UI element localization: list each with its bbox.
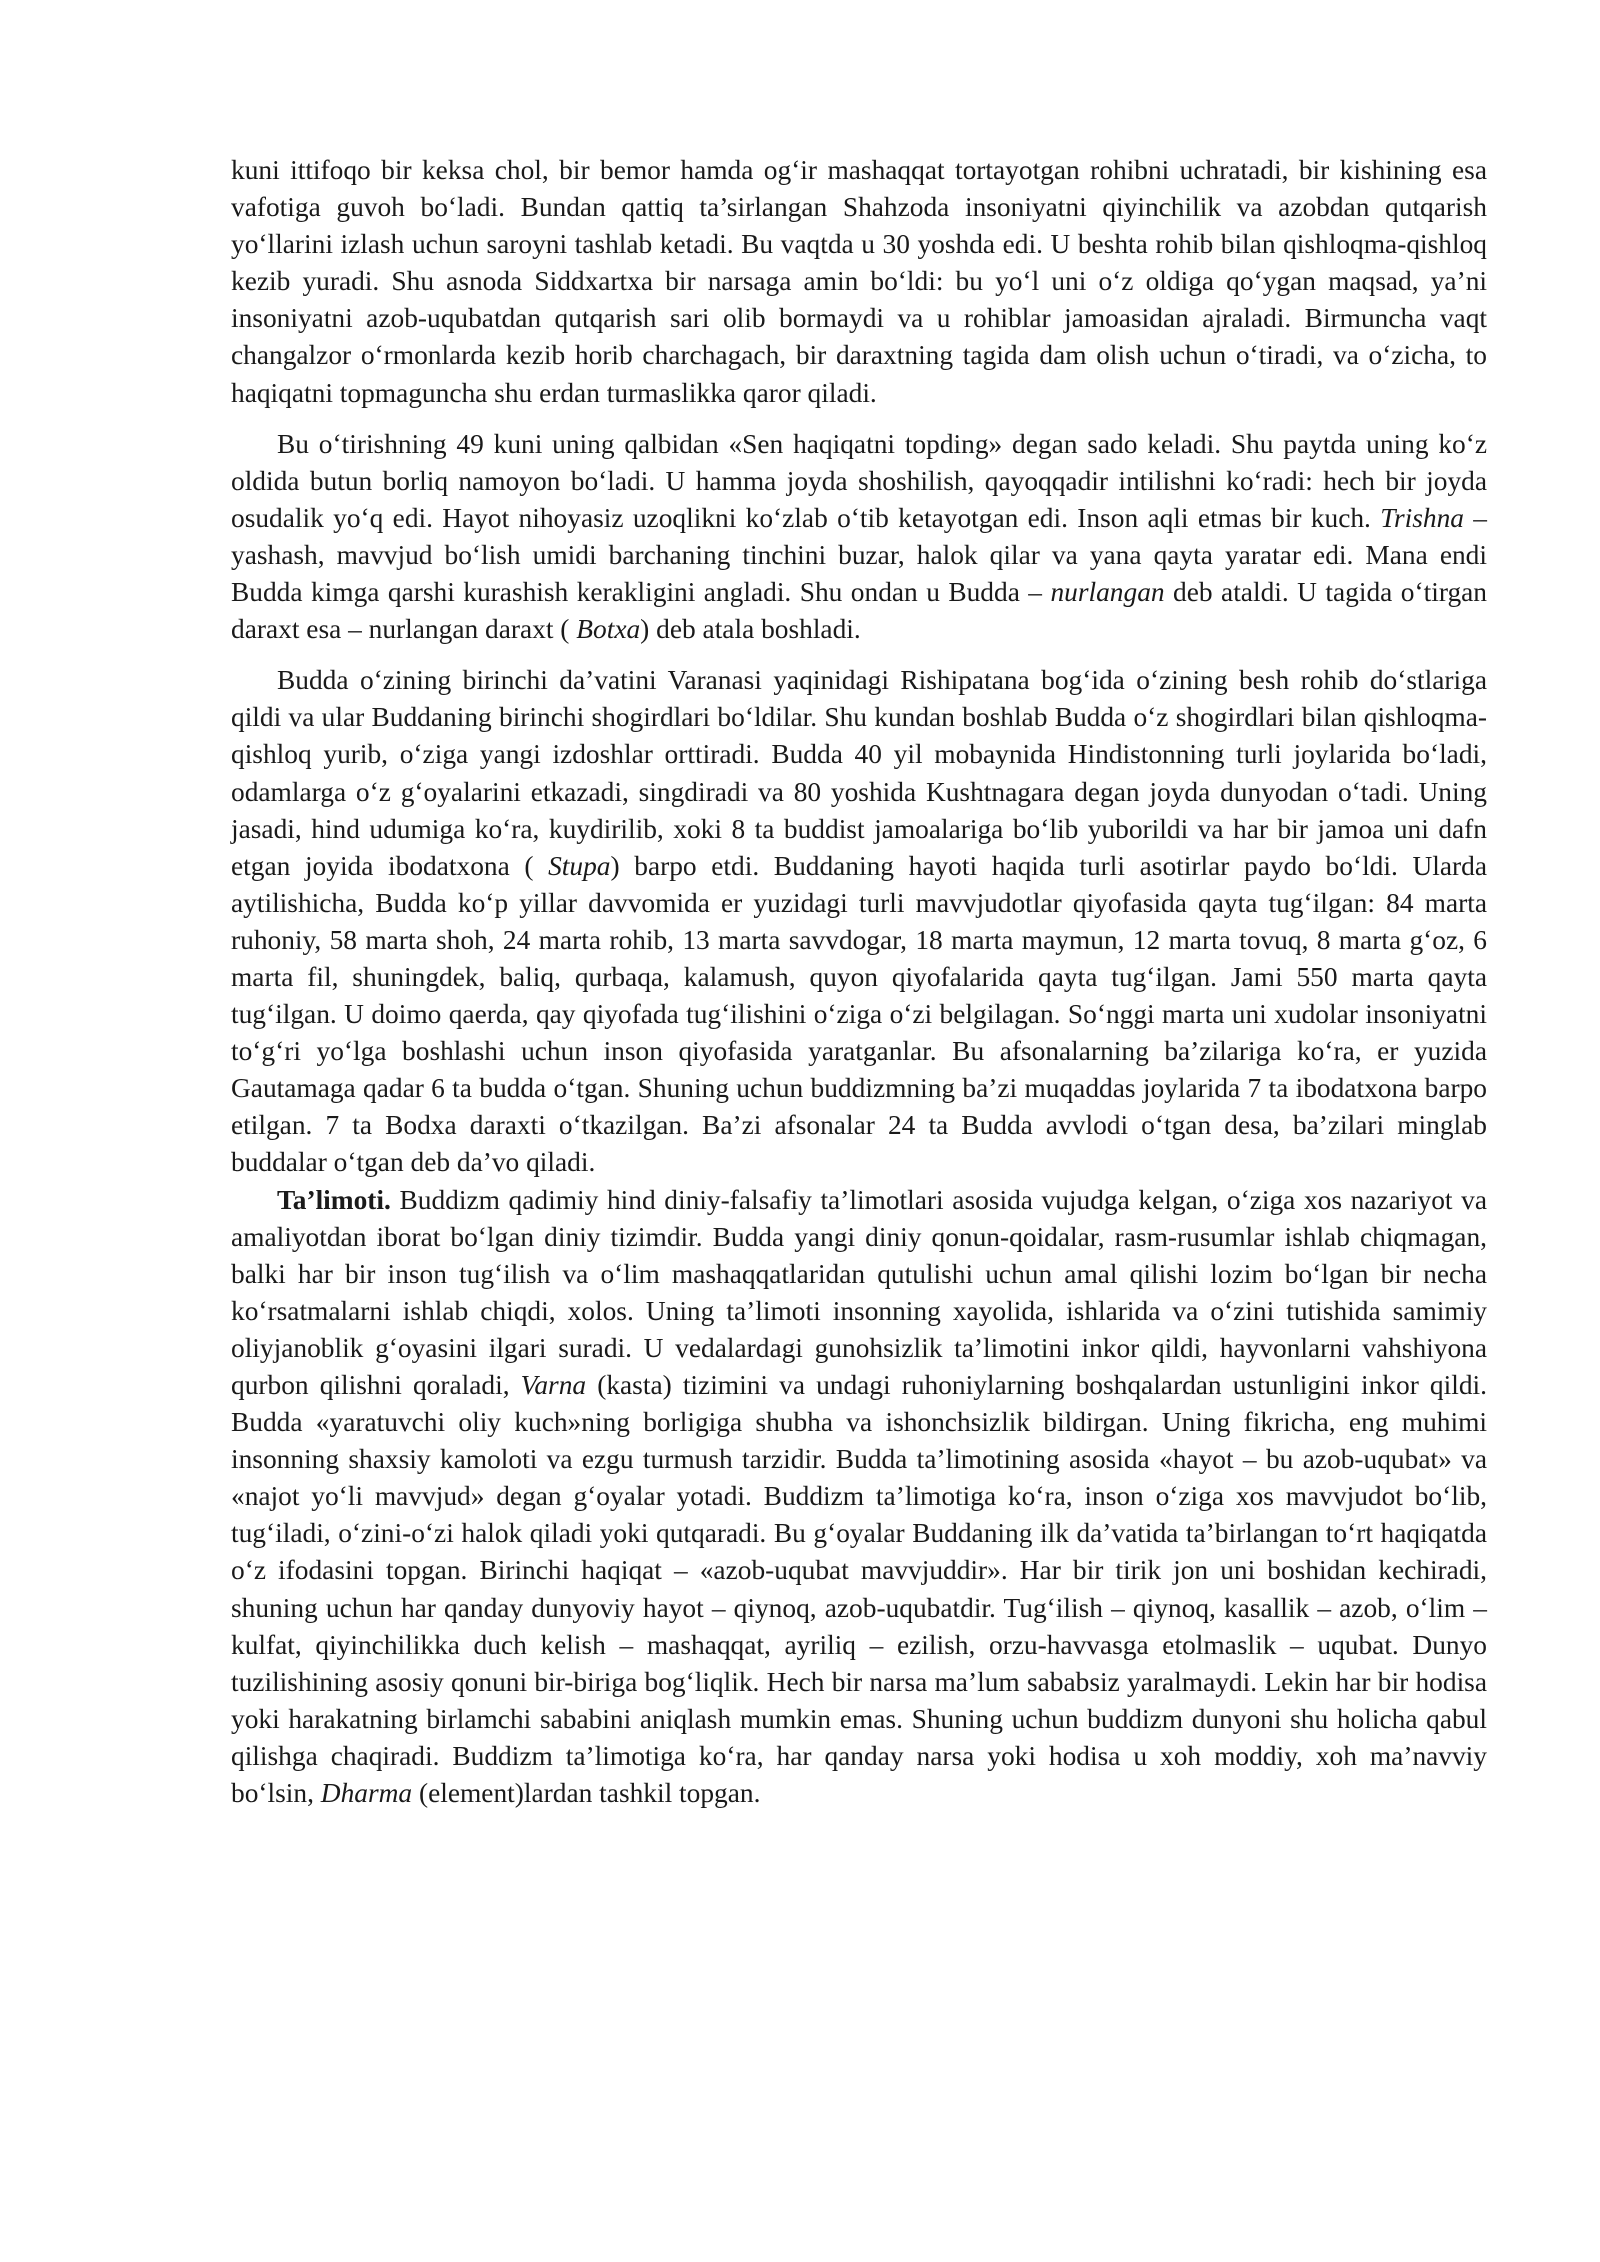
italic-term: Varna: [520, 1370, 587, 1400]
text-run: kuni ittifoqo bir keksa chol, bir bemor hamda og‘ir mashaqqat tortayotgan rohibni uchratadi, bir kishining esa vafotiga guvoh bo‘ladi. Bundan qattiq ta’sirlangan Shahzoda insoniyatni qiyinchilik va azobdan qutqarish yo‘llarini izlash uchun saroyni tashlab ketadi. Bu vaqtda u 30 yoshda edi. U beshta rohib bilan qishloqma-qishloq kezib yuradi. Shu asnoda Siddxartxa bir narsaga amin bo‘ldi: bu yo‘l uni o‘z oldiga qo‘ygan maqsad, ya’ni insoniyatni azob-uqubatdan qutqarish sari olib bormaydi va u rohiblar jamoasidan ajraladi. Birmuncha vaqt changalzor o‘rmonlarda kezib horib charchagach, bir daraxtning tagida dam olish uchun o‘tiradi, va o‘zicha, to haqiqatni topmaguncha shu erdan turmaslikka qaror qiladi.: [231, 155, 1487, 408]
text-run: ) barpo etdi. Buddaning hayoti haqida turli asotirlar paydo bo‘ldi. Ularda aytilishicha, Budda ko‘p yillar davvomida er yuzidagi turli mavvjudotlar qiyofasida qayta tug‘ilgan: 84 marta ruhoniy, 58 marta shoh, 24 marta rohib, 13 marta savvdogar, 18 marta maymun, 12 marta tovuq, 8 marta g‘oz, 6 marta fil, shuningdek, baliq, qurbaqa, kalamush, quyon qiyofalarida qayta tug‘ilgan. Jami 550 marta qayta tug‘ilgan. U doimo qaerda, qay qiyofada tug‘ilishini o‘ziga o‘zi belgilagan. So‘nggi marta uni xudolar insoniyatni to‘g‘ri yo‘lga boshlashi uchun inson qiyofasida yaratganlar. Bu afsonalarning ba’zilariga ko‘ra, er yuzida Gautamaga qadar 6 ta budda o‘tgan. Shuning uchun buddizmning ba’zi muqaddas joylarida 7 ta ibodatxona barpo etilgan. 7 ta Bodxa daraxti o‘tkazilgan. Ba’zi afsonalar 24 ta Budda avvlodi o‘tgan desa, ba’zilari minglab buddalar o‘tgan deb da’vo qiladi.: [231, 850, 1487, 1178]
italic-term: Stupa: [548, 850, 611, 881]
text-run: deb ataldi. U tagida o‘tirgan daraxt esa – nurlangan daraxt (: [231, 577, 1487, 645]
text-run: – yashash, mavvjud bo‘lish umidi barchaning tinchini buzar, halok qilar va yana qayta yaratar edi. Mana endi Budda kimga qarshi kurashish kerakligini angladi. Shu ondan u Budda –: [231, 502, 1488, 608]
text-run: Budda o‘zining birinchi da’vatini Varanasi yaqinidagi Rishipatana bog‘ida o‘zining besh rohib do‘stlariga qildi va ular Buddaning birinchi shogirdlari bo‘ldilar. Shu kundan boshlab Budda o‘z shogirdlari bilan qishloqma-qishloq yurib, o‘ziga yangi izdoshlar orttiradi. Budda 40 yil mobaynida Hindistonning turli joylarida bo‘ladi, odamlarga o‘z g‘oyalarini etkazadi, singdiradi va 80 yoshida Kushtnagara degan joyda dunyodan o‘tadi. Uning jasadi, hind udumiga ko‘ra, kuydirilib, xoki 8 ta buddist jamoalariga bo‘lib yuborildi va har bir jamoa uni dafn etgan joyida ibodatxona (: [231, 665, 1487, 881]
body-paragraph: [231, 426, 1487, 649]
text-run: (element)lardan tashkil topgan.: [412, 1778, 761, 1809]
section-heading: Ta’limoti.: [277, 1184, 391, 1215]
italic-term: Dharma: [320, 1778, 413, 1809]
text-run: ) deb atala boshladi.: [640, 614, 861, 645]
body-paragraph: [231, 662, 1487, 1181]
italic-term: Trishna: [1380, 502, 1464, 533]
body-paragraph: [231, 152, 1487, 412]
text-run: Buddizm qadimiy hind diniy-falsafiy ta’limotlari asosida vujudga kelgan, o‘ziga xos nazariyot va amaliyotdan iborat bo‘lgan diniy tizimdir. Budda yangi diniy qonun-qoidalar, rasm-rusumlar ishlab chiqmagan, balki har bir inson tug‘ilish va o‘lim mashaqqatlaridan qutulishi uchun amal qilishi lozim bo‘lgan bir necha ko‘rsatmalarni ishlab chiqdi, xolos. Uning ta’limoti insonning xayolida, ishlarida va o‘zini tutishida samimiy oliyjanoblik g‘oyasini ilgari suradi. U vedalardagi gunohsizlik ta’limotini inkor qildi, hayvonlarni vahshiyona qurbon qilishni qoraladi,: [231, 1184, 1487, 1400]
text-run: (kasta) tizimini va undagi ruhoniylarning boshqalardan ustunligini inkor qildi. Budda «yaratuvchi oliy kuch»ning borligiga shubha va ishonchsizlik bildirgan. Uning fikricha, eng muhimi insonning shaxsiy kamoloti va ezgu turmush tarzidir. Budda ta’limotining asosida «hayot – bu azob-uqubat» va «najot yo‘li mavvjud» degan g‘oyalar yotadi. Buddizm ta’limotiga ko‘ra, inson o‘ziga xos mavvjudot bo‘lib, tug‘iladi, o‘zini-o‘zi halok qiladi yoki qutqaradi. Bu g‘oyalar Buddaning ilk da’vatida ta’birlangan to‘rt haqiqatda o‘z ifodasini topgan. Birinchi haqiqat – «azob-uqubat mavvjuddir». Har bir tirik jon uni boshidan kechiradi, shuning uchun har qanday dunyoviy hayot – qiynoq, azob-uqubatdir. Tug‘ilish – qiynoq, kasallik – azob, o‘lim – kulfat, qiyinchilikka duch kelish – mashaqqat, ayriliq – ezilish, orzu-havvasga etolmaslik – uqubat. Dunyo tuzilishining asosiy qonuni bir-biriga bog‘liqlik. Hech bir narsa ma’lum sababsiz yaralmaydi. Lekin har bir hodisa yoki harakatning birlamchi sababini aniqlash mumkin emas. Shuning uchun buddizm dunyoni shu holicha qabul qilishga chaqiradi. Buddizm ta’limotiga ko‘ra, har qanday narsa yoki hodisa u xoh moddiy, xoh ma’navviy bo‘lsin,: [231, 1370, 1487, 1809]
text-run: Bu o‘tirishning 49 kuni uning qalbidan «Sen haqiqatni topding» degan sado keladi. Shu paytda uning ko‘z oldida butun borliq namoyon bo‘ladi. U hamma joyda shoshilish, qayoqqadir intilishni ko‘radi: hech bir joyda osudalik yo‘q edi. Hayot nihoyasiz uzoqlikni ko‘zlab o‘tib ketayotgan edi. Inson aqli etmas bir kuch.: [231, 428, 1487, 533]
document-page: [231, 152, 1487, 1812]
italic-term: nurlangan: [1050, 577, 1165, 608]
body-paragraph: [231, 1182, 1487, 1813]
italic-term: Botxa: [576, 614, 641, 645]
